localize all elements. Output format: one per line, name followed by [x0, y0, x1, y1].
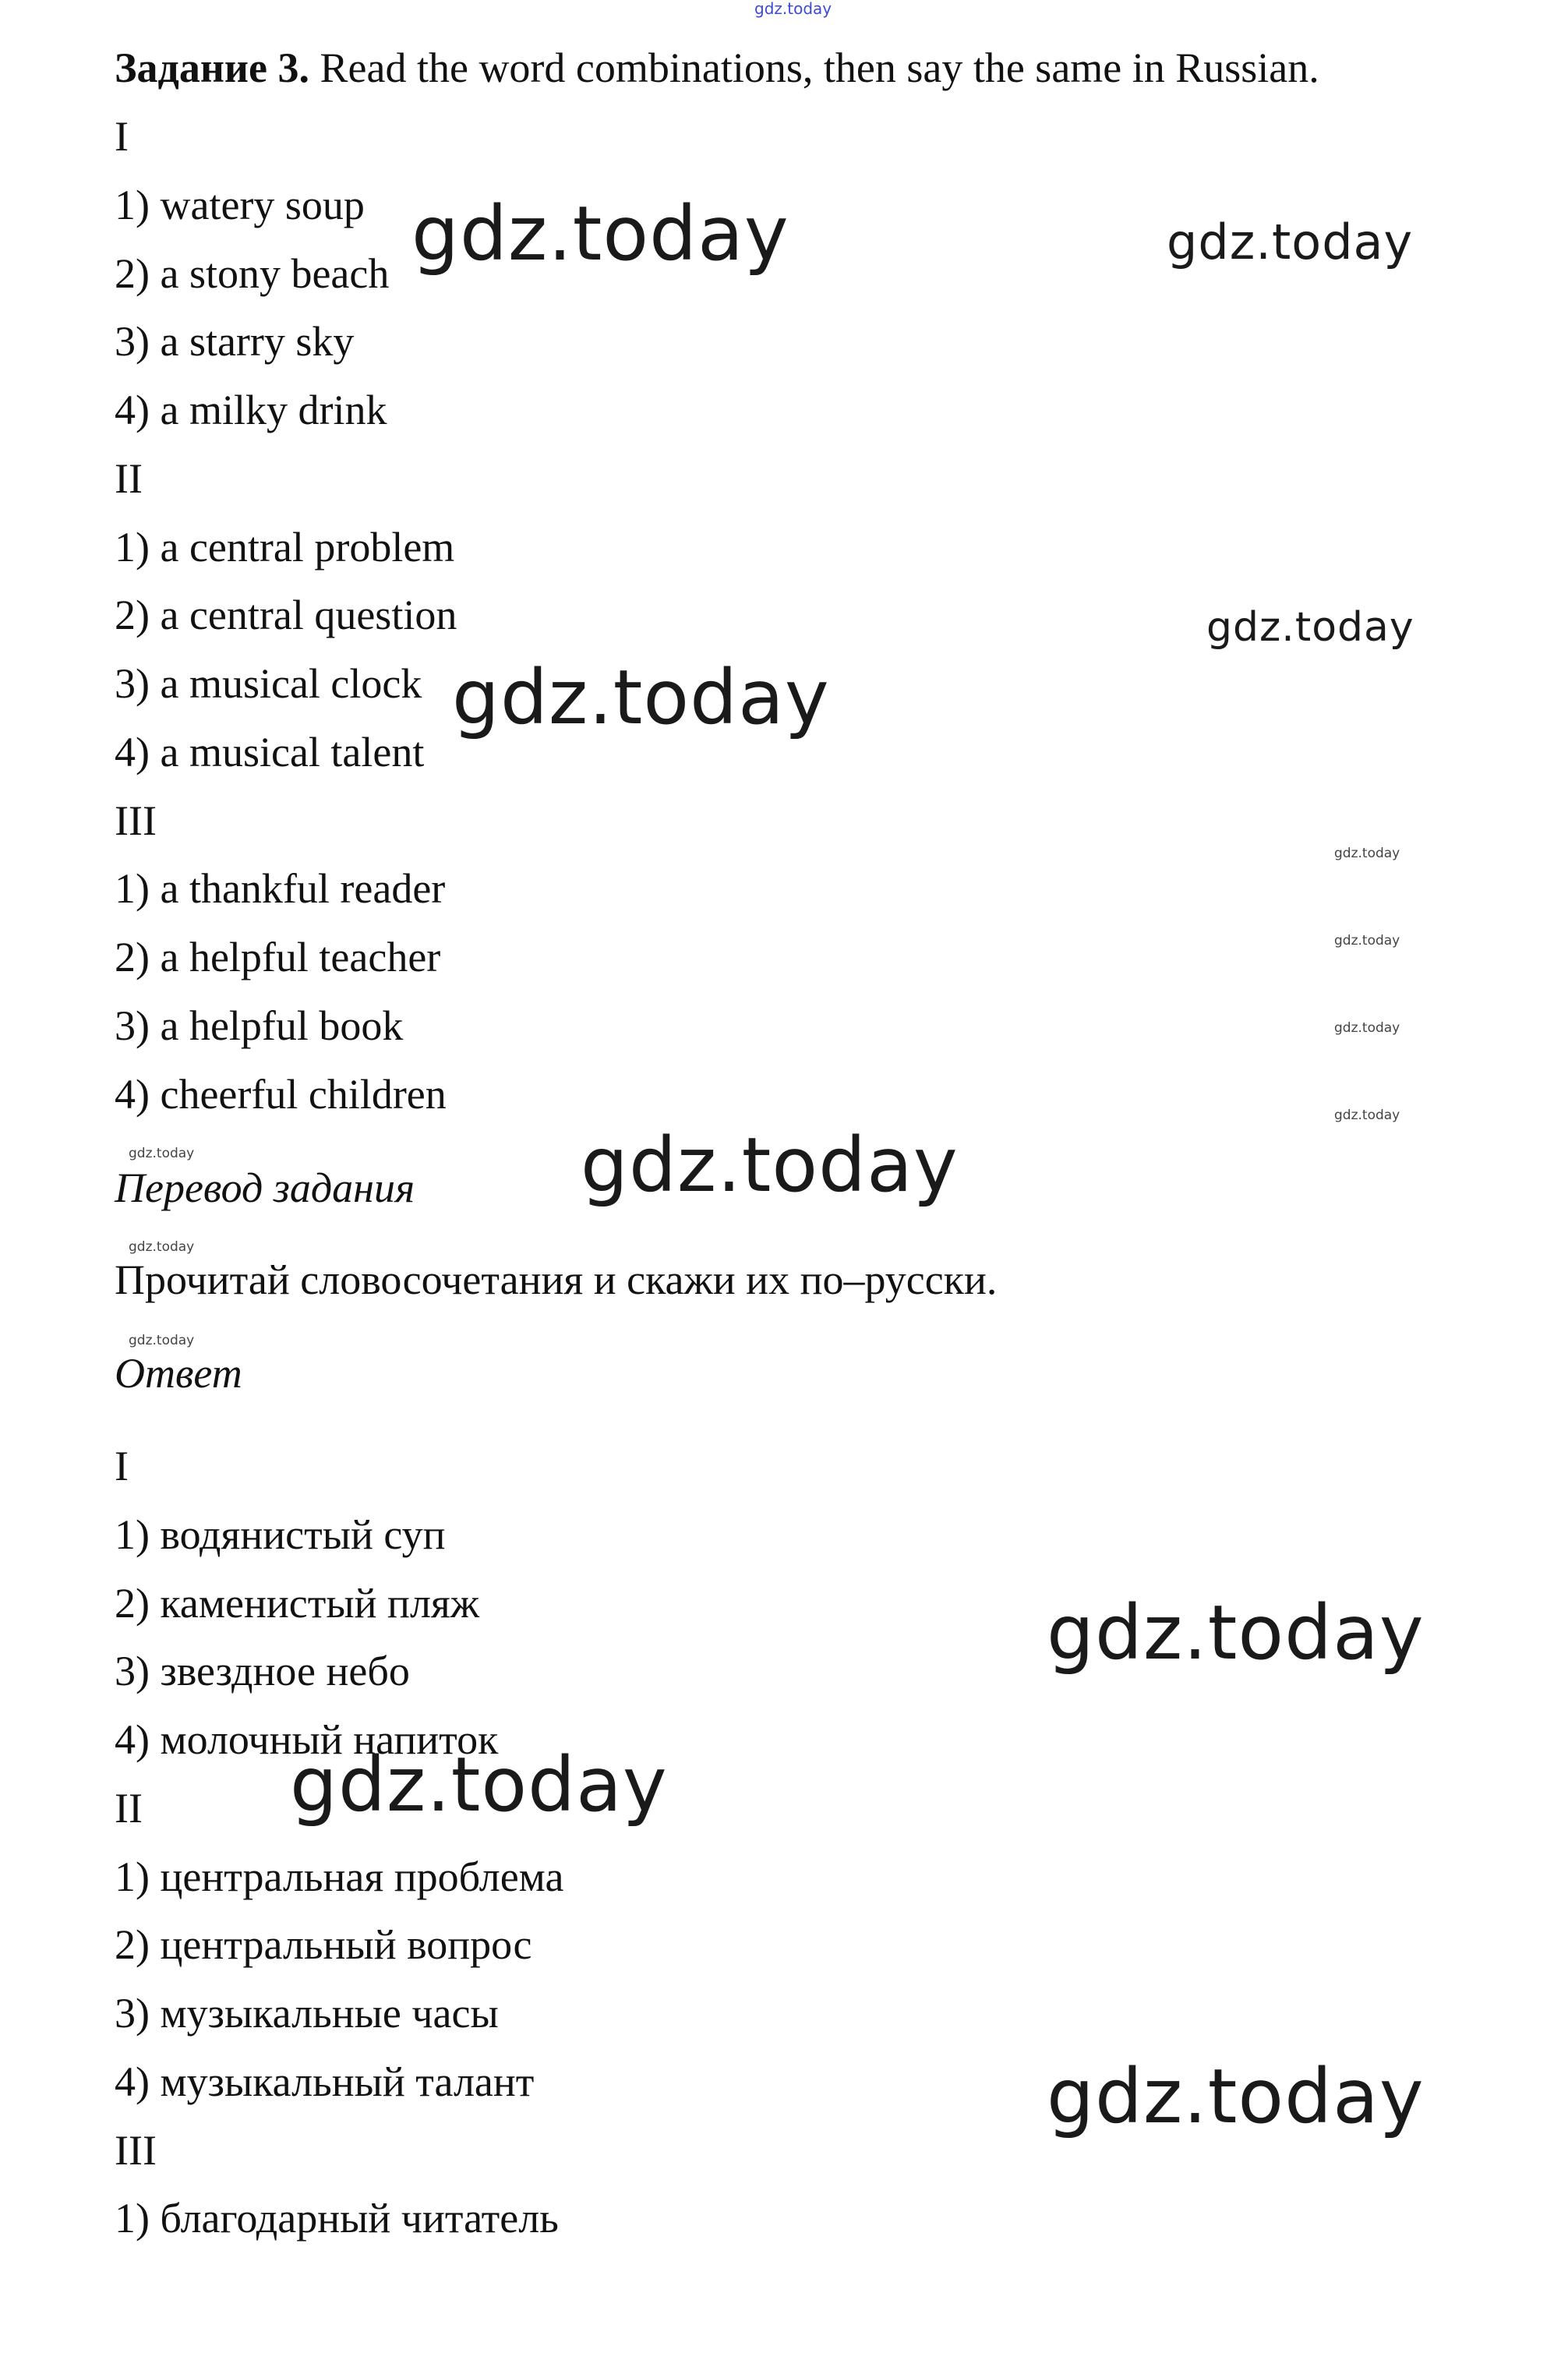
list-item: 2) a stony beach: [115, 250, 390, 297]
list-item: 2) a central question: [115, 592, 457, 638]
list-item: 2) a helpful teacher: [115, 934, 441, 980]
watermark: gdz.today: [290, 1741, 668, 1828]
group-numeral: II: [115, 1785, 143, 1832]
group-numeral: II: [115, 455, 143, 502]
watermark: gdz.today: [129, 1333, 195, 1348]
list-item: 3) звездное небо: [115, 1648, 410, 1694]
watermark: gdz.today: [1047, 1589, 1425, 1676]
task-title: [115, 43, 1319, 93]
translation-text: Прочитай словосочетания и скажи их по–русски.: [115, 1256, 998, 1303]
list-item: 1) a central problem: [115, 524, 455, 571]
group-numeral: I: [115, 1443, 129, 1489]
watermark: gdz.today: [581, 1122, 959, 1209]
list-item: 4) cheerful children: [115, 1071, 447, 1118]
list-item: 3) a starry sky: [115, 318, 355, 365]
watermark: gdz.today: [1334, 1020, 1400, 1036]
watermark: gdz.today: [1334, 933, 1400, 949]
watermark: gdz.today: [1334, 846, 1400, 861]
translation-heading: Перевод задания: [115, 1164, 415, 1211]
list-item: 3) музыкальные часы: [115, 1990, 499, 2037]
answer-heading: Ответ: [115, 1350, 242, 1397]
list-item: 2) центральный вопрос: [115, 1921, 532, 1968]
watermark: gdz.today: [129, 1239, 195, 1255]
list-item: 2) каменистый пляж: [115, 1580, 480, 1627]
list-item: 1) центральная проблема: [115, 1853, 564, 1900]
list-item: 1) водянистый суп: [115, 1511, 446, 1558]
list-item: 1) благодарный читатель: [115, 2195, 559, 2242]
watermark: gdz.today: [129, 1146, 195, 1161]
list-item: 1) a thankful reader: [115, 865, 446, 912]
list-item: 4) музыкальный талант: [115, 2058, 535, 2105]
watermark: gdz.today: [452, 654, 830, 741]
group-numeral: III: [115, 797, 157, 844]
list-item: 4) молочный напиток: [115, 1716, 499, 1763]
list-item: 1) watery soup: [115, 182, 365, 228]
group-numeral: I: [115, 113, 129, 160]
group-numeral: III: [115, 2127, 157, 2174]
list-item: 4) a musical talent: [115, 729, 425, 776]
list-item: 4) a milky drink: [115, 387, 387, 433]
watermark: gdz.today: [1334, 1108, 1400, 1123]
watermark: gdz.today: [1047, 2053, 1425, 2140]
watermark: gdz.today: [1206, 604, 1414, 651]
watermark-top: gdz.today: [754, 0, 832, 18]
task-label: Задание 3.: [115, 44, 310, 91]
watermark: gdz.today: [1167, 214, 1414, 270]
watermark: gdz.today: [411, 190, 789, 277]
list-item: 3) a musical clock: [115, 660, 422, 707]
list-item: 3) a helpful book: [115, 1002, 404, 1049]
task-instruction: Read the word combinations, then say the same in Russian.: [309, 44, 1319, 91]
